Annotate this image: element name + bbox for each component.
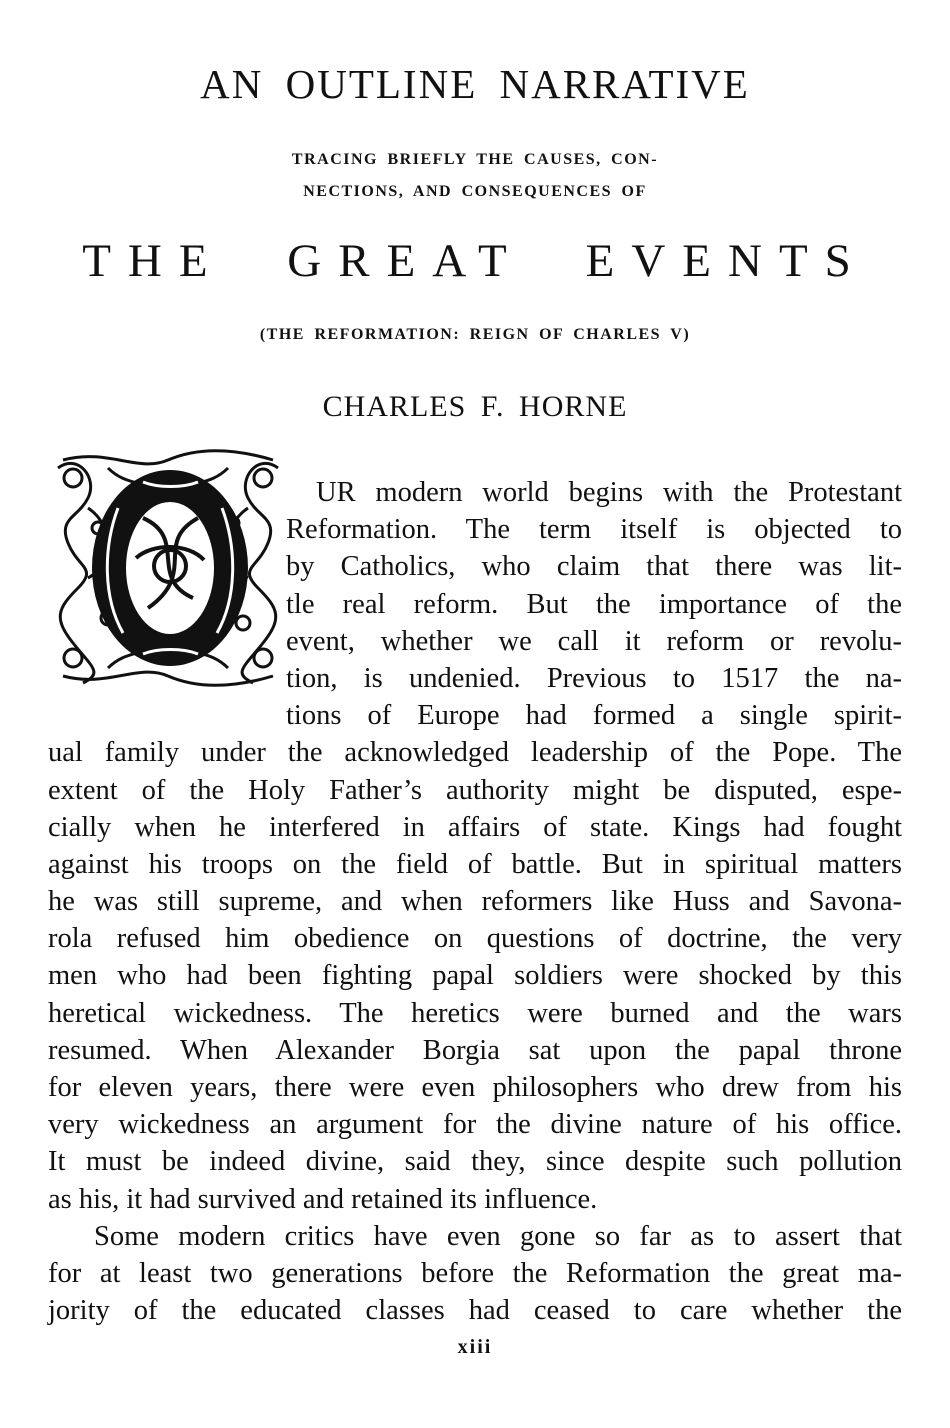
- page-number: xiii: [457, 1336, 493, 1358]
- text-line: event, whether we call it reform or revolu-: [286, 625, 902, 657]
- text-line: as his, it had survived and retained its influence.: [48, 1183, 598, 1215]
- text-line: UR modern world begins with the Protestant: [316, 477, 902, 508]
- main-title: THE GREAT EVENTS: [82, 235, 868, 287]
- text-line: rola refused him obedience on questions of doctrine, the very: [48, 923, 902, 955]
- subtitle-line-1: TRACING BRIEFLY THE CAUSES, CON-: [291, 151, 659, 168]
- text-line: tions of Europe had formed a single spirit-: [286, 700, 902, 732]
- text-line: against his troops on the field of battle. But in spiritual matters: [48, 848, 902, 880]
- text-line: extent of the Holy Father’s authority might be disputed, espe-: [48, 774, 902, 806]
- section-note: (THE REFORMATION: REIGN OF CHARLES V): [259, 326, 691, 343]
- subtitle-line-2: NECTIONS, AND CONSEQUENCES OF: [303, 183, 647, 200]
- page-heading: AN OUTLINE NARRATIVE: [200, 61, 750, 107]
- text-line: Reformation. The term itself is objected to: [286, 514, 902, 546]
- text-line: It must be indeed divine, said they, since despite such pollution: [48, 1146, 902, 1178]
- text-line: very wickedness an argument for the divine nature of his office.: [48, 1109, 902, 1141]
- body-text: [48, 474, 902, 1329]
- text-line: for at least two generations before the Reformation the great ma-: [48, 1257, 902, 1289]
- text-line: men who had been fighting papal soldiers were shocked by this: [48, 960, 902, 992]
- text-line: jority of the educated classes had ceased to care whether the: [48, 1295, 902, 1327]
- text-line: Some modern critics have even gone so far as to assert that: [94, 1220, 902, 1252]
- text-line: ual family under the acknowledged leadership of the Pope. The: [48, 737, 902, 769]
- text-line: tion, is undenied. Previous to 1517 the na-: [286, 662, 902, 694]
- text-line: he was still supreme, and when reformers like Huss and Savona-: [48, 886, 902, 918]
- text-line: by Catholics, who claim that there was lit-: [286, 551, 902, 583]
- text-line: heretical wickedness. The heretics were burned and the wars: [48, 997, 902, 1029]
- subtitle: [0, 144, 950, 208]
- text-line: for eleven years, there were even philosophers who drew from his: [48, 1072, 902, 1103]
- text-line: tle real reform. But the importance of the: [286, 588, 902, 620]
- author-name: CHARLES F. HORNE: [322, 390, 628, 423]
- text-line: cially when he interfered in affairs of state. Kings had fought: [48, 811, 902, 843]
- text-line: resumed. When Alexander Borgia sat upon the papal throne: [48, 1034, 902, 1066]
